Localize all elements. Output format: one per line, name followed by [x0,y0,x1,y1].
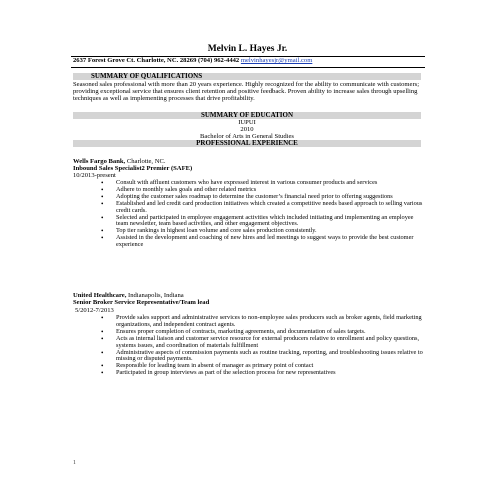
contact-line [73,57,433,65]
job-2-bullet: • Provide sales support and administrative services to non-employee sales producers such as broker agents, field marketing organizations, and independent contract agents. [105,315,423,329]
section-heading-qualifications-text: SUMMARY OF QUALIFICATIONS [91,72,203,80]
job-1-bullet: • Adhere to monthly sales goals and other related metrics [105,187,423,194]
section-heading-education-text: SUMMARY OF EDUCATION [200,111,294,119]
section-heading-experience [73,140,421,147]
education-school: IUPUI [238,119,256,126]
job-1-bullet-list [105,180,423,249]
job-2-bullet-list [105,315,423,377]
contact-address-phone: 2637 Forest Grove Ct. Charlotte, NC. 28269 (704) 962-4442 [73,57,240,64]
education-year: 2010 [240,126,254,133]
job-1-location: Charlotte, NC. [125,158,166,165]
job-2-dates: 5/2012-7/2013 [75,307,114,314]
job-2-bullet: • Acts as internal liaison and customer service resource for external producers relative to enrollment and policy questions, systems issues, and coordination of materials fulfillment [105,336,423,350]
job-2-location: Indianapolis, Indiana [126,292,184,299]
job-1-bullet: • Selected and participated in employee engagement activities which included initiating and implementing an employee team newsletter, team based activities, and other engagement objectives. [105,215,423,229]
job-2-bullet: • Ensures proper completion of contracts, marketing agreements, and documentation of sales targets. [105,329,423,336]
section-heading-qualifications [73,73,421,80]
job-2-company-line [73,292,184,299]
section-heading-education [73,112,421,119]
job-1-bullet: • Top tier rankings in highest loan volume and core sales production consistently. [105,228,423,235]
job-2-bullet: • Responsible for leading team in absent of manager as primary point of contact [105,363,423,370]
job-1-bullet: • Established and led credit card production initiatives which created a competitive needs based approach to selling various credit cards. [105,201,423,215]
job-1-bullet: • Adopting the customer sales roadmap to determine the customer’s financial need prior to offering suggestions [105,194,423,201]
education-degree: Bachelor of Arts in General Studies [200,133,294,140]
job-1-bullet: • Assisted in the development and coaching of new hires and led meetings to suggest ways to provide the best customer experience [105,235,423,249]
candidate-name: Melvin L. Hayes Jr. [207,44,288,54]
job-2-title: Senior Broker Service Representative/Team lead [73,299,210,306]
job-1-company: Wells Fargo Bank, [73,158,126,165]
header-rule-bottom [71,67,425,68]
qualifications-summary: Seasoned sales professional with more than 20 years experience. Highly recognized for the ability to communicate with customers; providing exceptional service that ensures client retention and positive feedback. Proven ability to increase sales through upselling techniques as well as implementing processes that drive profitability. [73,81,420,103]
job-1-title: Inbound Sales Specialist2 Premier (SAFE) [73,165,193,172]
section-heading-experience-text: PROFESSIONAL EXPERIENCE [196,139,298,147]
job-2-bullet: • Participated in group interviews as part of the selection process for new representatives [105,370,423,377]
job-2-bullet: • Administrative aspects of commission payments such as routine tracking, reporting, and troubleshooting issues relative to missing or disputed payments. [105,350,423,364]
job-2-company: United Healthcare, [73,292,127,299]
page-number: 1 [73,460,76,466]
job-1-dates: 10/2013-present [73,172,116,179]
job-1-bullet: • Consult with affluent customers who have expressed interest in various consumer products and services [105,180,423,187]
job-1-company-line [73,158,166,165]
contact-email-link[interactable]: melvinhayesjr@ymail.com [240,57,313,64]
